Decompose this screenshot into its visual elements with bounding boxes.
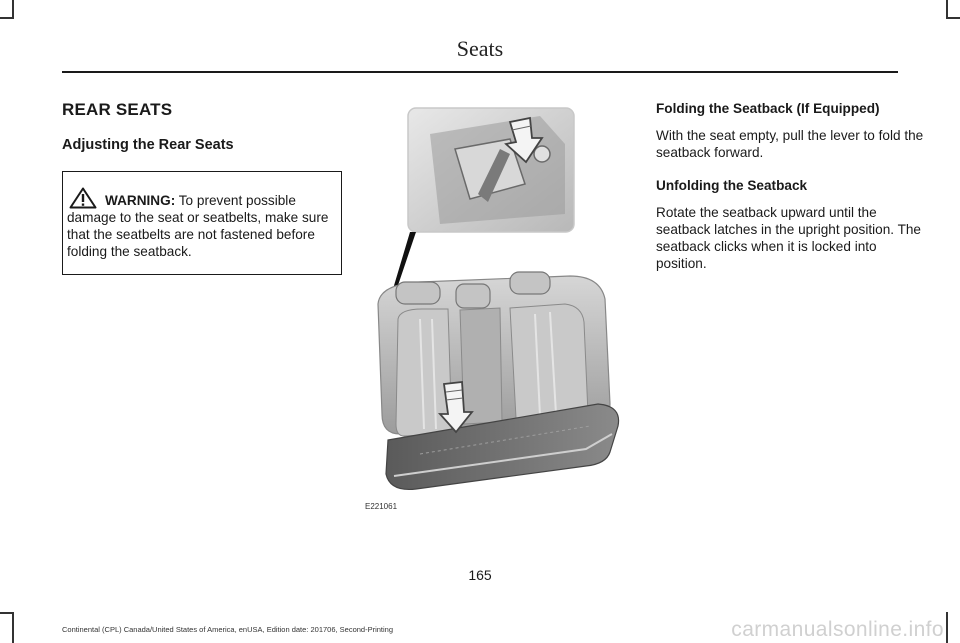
unfold-text: Rotate the seatback upward until the seatback latches in the upright position. The seatback clicks when it is locked into position. (656, 205, 921, 271)
warning-box (62, 171, 342, 275)
warning-triangle-icon (69, 187, 97, 209)
crop-mark-top-right-h (946, 17, 960, 19)
crop-mark-top-left-h (0, 17, 14, 19)
figure-id: E221061 (365, 502, 398, 511)
crop-mark-top-left-v (12, 0, 14, 18)
unfold-heading: Unfolding the Seatback (656, 178, 808, 193)
crop-mark-bottom-right-v (946, 612, 948, 643)
warning-text-rest: damage to the seat or seatbelts, make sure that the seatbelts are not fastened before folding the seatback. (67, 210, 329, 259)
footer-edition-text: Continental (CPL) Canada/United States of America, enUSA, Edition date: 201706, Second-Printing (62, 625, 394, 634)
section-title: REAR SEATS (62, 100, 173, 119)
warning-text-first-line: WARNING: To prevent possible (105, 193, 296, 208)
headrest-right (510, 272, 550, 294)
left-column (62, 100, 342, 275)
crop-mark-bottom-left-h (0, 612, 14, 614)
right-column (656, 100, 928, 272)
rear-seat-illustration (360, 104, 630, 514)
crop-mark-top-right-v (946, 0, 948, 18)
headrest-center (456, 284, 490, 308)
page-number: 165 (468, 567, 492, 583)
page-header-title: Seats (456, 36, 504, 61)
fold-text: With the seat empty, pull the lever to fold the seatback forward. (656, 128, 924, 160)
watermark: carmanualsonline.info (731, 618, 944, 641)
header-rule (62, 71, 898, 73)
warning-label: WARNING: (105, 193, 176, 208)
headrest-left (396, 282, 440, 304)
subsection-title: Adjusting the Rear Seats (62, 137, 234, 153)
crop-mark-bottom-left-v (12, 612, 14, 643)
fold-heading: Folding the Seatback (If Equipped) (656, 101, 880, 116)
